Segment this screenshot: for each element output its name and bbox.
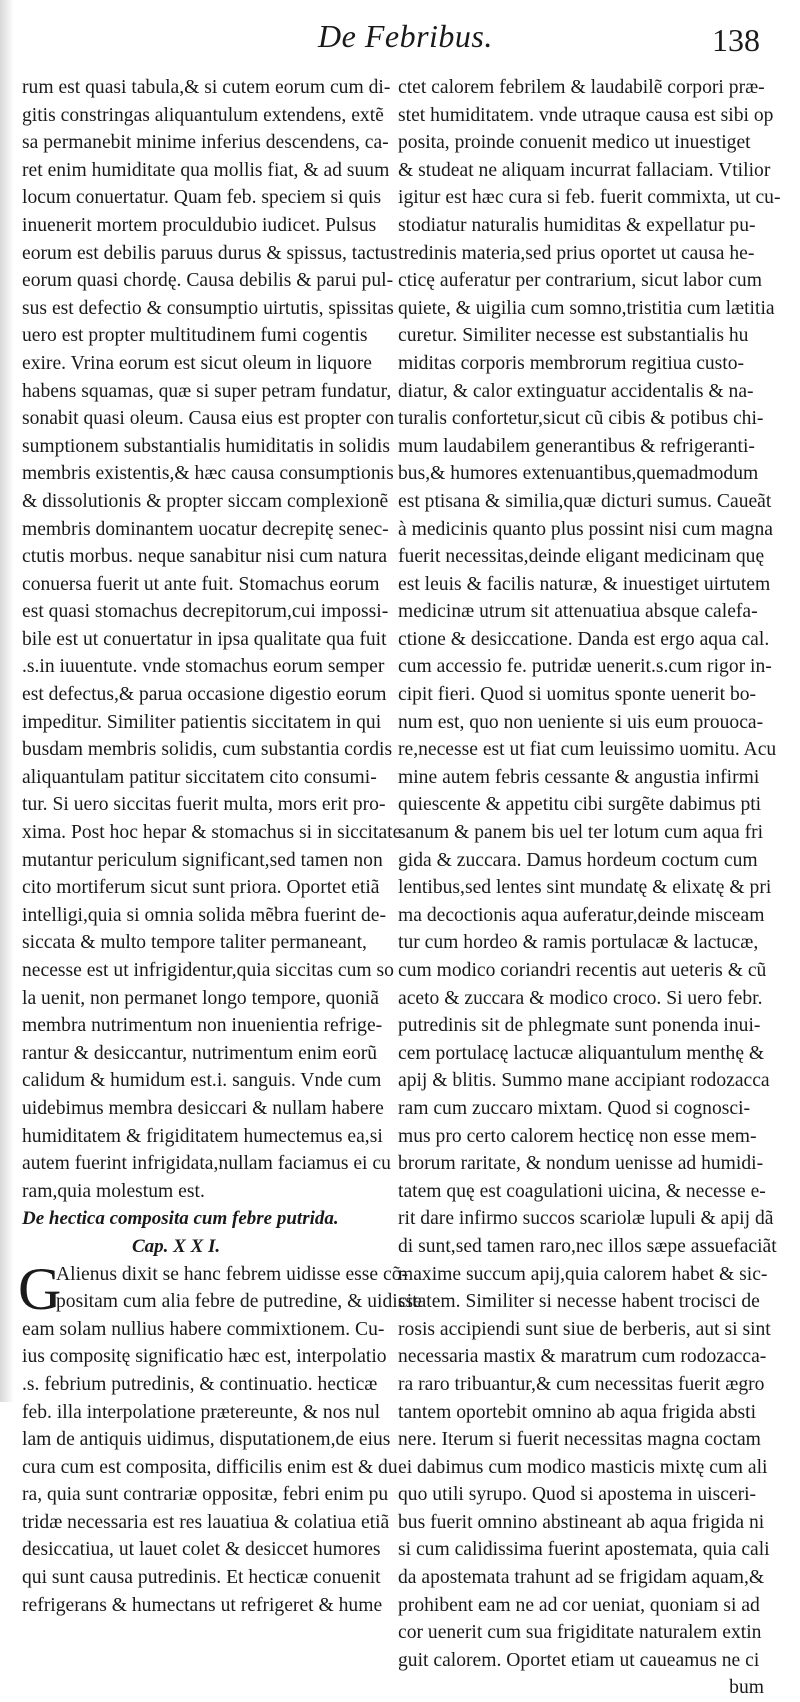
text-line: sa permanebit minime inferius descendens, ca- [22,132,389,154]
text-line: curetur. Similiter necesse est substantialis hu [398,325,749,347]
text-line: igitur est hæc cura si feb. fuerit commixta, ut cu- [398,187,781,209]
gutter-shadow [0,0,14,1402]
running-title: De Febribus. [318,18,493,54]
text-line: nere. Iterum si fuerit necessitas magna coctam [398,1429,761,1451]
text-line: humiditatem & frigiditatem humectemus ea,si [22,1125,383,1147]
text-line: posita, proinde conuenit medico ut inuestiget [398,132,751,154]
left-text-block-2 [22,1316,398,1620]
text-line: rit dare infirmo succos scariolæ lupuli & apij dã [398,1208,774,1230]
text-line: busdam membris solidis, cum substantia cordis [22,739,393,761]
text-line: membris existentis,& hæc causa consumptionis [22,463,394,485]
text-line: conuersa fuerit ut ante fuit. Stomachus eorum [22,573,380,595]
text-line: bus fuerit omnino abstineant ab aqua frigida ni [398,1511,765,1533]
text-line: xima. Post hoc hepar & stomachus si in siccitate [22,822,402,844]
text-line: stet humiditatem. vnde utraque causa est sibi op [398,104,774,126]
text-line: putredinis sit de phlegmate sunt ponenda inui- [398,1015,761,1037]
text-line: miditas corporis membrorum regitiua custo- [398,352,745,374]
text-line: aliquantulam patitur siccitatem cito consumi- [22,766,377,788]
text-line: ma decoctionis aqua auferatur,deinde misceam [398,904,765,926]
text-line: fuerit necessitas,deinde eligant medicinam quę [398,546,765,568]
text-line: re,necesse est ut fiat cum leuissimo uomitu. Acu [398,739,777,761]
text-line: eorum est debilis paruus durus & spissus, tactus [22,242,398,264]
text-line: num est, quo non ueniente si uis eum prouoca- [398,711,764,733]
text-line: calidum & humidum est.i. sanguis. Vnde cum [22,1070,382,1092]
text-line: ram cum zuccaro mixtam. Quod si cognosci- [398,1097,751,1119]
text-line: tatem quę est coagulationi uicina, & necesse e- [398,1180,766,1202]
left-column [18,74,422,1619]
chapter-opening [18,1255,422,1322]
text-line: cum accessio fe. putridæ uenerit.s.cum rigor in- [398,656,772,678]
text-line: & dissolutionis & propter siccam complexionẽ [22,490,389,512]
text-line: rantur & desiccantur, nutrimentum enim eorũ [22,1042,378,1064]
text-line: di sunt,sed tamen raro,nec illos sæpe assuefaciãt [398,1235,777,1257]
text-line: cor uenerit cum sua frigiditate naturalem extin [398,1622,762,1644]
text-line: cura cum est composita, difficilis enim est & du [22,1456,398,1478]
text-line: apij & blitis. Summo mane accipiant rodozacca [398,1070,770,1092]
text-line: impeditur. Similiter patientis siccitatem in qui [22,711,382,733]
text-line: bus,& humores extenuantibus,quemadmodum [398,463,759,485]
text-line: feb. illa interpolatione prætereunte, & nos nul [22,1401,381,1423]
text-line: maxime succum apij,quia calorem habet & sic- [398,1263,768,1285]
left-text-block [22,74,402,1205]
text-line: lentibus,sed lentes sint mundatę & elixatę & pri [398,877,772,899]
text-line: lam de antiquis uidimus, disputationem,de eius [22,1429,391,1451]
text-line: Alienus dixit se hanc febrem uidisse esse cõ- [56,1263,409,1285]
right-column [398,74,781,1702]
text-line: turalis confortetur,sicut cũ cibis & potibus chi- [398,408,764,430]
text-line: sonabit quasi oleum. Causa eius est propter con [22,408,395,430]
text-line: ctet calorem febrilem & laudabilẽ corpori præ- [398,77,765,98]
text-line: mum laudabilem generantibus & refrigeranti- [398,435,755,457]
text-line: ret enim humiditate qua mollis fiat, & ad suum [22,159,390,181]
text-line: uero est propter multitudinem fumi cogentis [22,325,368,347]
text-line: tantem oportebit omnino ab aqua frigida absti [398,1401,757,1423]
text-line: mus pro certo calorem hecticę non esse mem- [398,1125,757,1147]
right-text-block [398,74,781,1674]
text-line: cum modico coriandri recentis aut ueteris & cũ [398,960,767,981]
text-line: ra, quia sunt contrariæ oppositæ, febri enim pu [22,1484,389,1506]
text-line: positam cum alia febre de putredine, & uidisse [56,1291,422,1313]
text-line: bile est ut conuertatur in ipsa qualitate qua fuit [22,628,387,650]
text-line: siccata & multo tempore taliter permaneant, [22,932,367,954]
text-line: qui sunt causa putredinis. Et hecticæ conuenit [22,1567,381,1589]
text-line: .s. febrium putredinis, & continuatio. hecticæ [22,1373,378,1395]
text-line: .s.in iuuentute. vnde stomachus eorum semper [22,656,385,678]
text-line: aceto & zuccara & modico croco. Si uero febr. [398,987,763,1009]
text-line: da apostemata trahunt ad se frigidam aquam,& [398,1567,765,1589]
text-line: sus est defectio & consumptio uirtutis, spissitas [22,297,394,319]
text-line: & studeat ne aliquam incurrat fallaciam. Vtilior [398,159,771,181]
drop-cap: G [18,1255,62,1322]
text-line: est leuis & facilis naturæ, & inuestiget uirtutem [398,573,771,595]
text-line: quiescente & appetitu cibi surgẽte dabimus pti [398,794,762,816]
text-line: à medicinis quanto plus possint nisi cum magna [398,518,773,540]
text-line: habens squamas, quæ si super petram fundatur, [22,380,392,402]
drop-cap-lines [22,1261,422,1316]
catchword: bum [729,1677,764,1699]
text-line: ctutis morbus. neque sanabitur nisi cum natura [22,546,388,568]
text-line: mutantur periculum significant,sed tamen non [22,849,383,871]
text-line: prohibent eam ne ad cor ueniat, quoniam si ad [398,1594,760,1616]
text-line: ram,quia molestum est. [22,1180,205,1202]
text-line: locum conuertatur. Quam feb. speciem si quis [22,187,382,209]
text-line: inuenerit mortem proculdubio iudicet. Pulsus [22,214,377,236]
page-number: 138 [712,22,760,58]
text-line: rum est quasi tabula,& si cutem eorum cum di- [22,77,391,98]
text-line: membra nutrimentum non inuenientia refrige- [22,1015,383,1037]
section-heading: De hectica composita cum febre putrida. [22,1208,339,1230]
text-line: la uenit, non permanet longo tempore, quoniã [22,987,379,1009]
text-line: est ptisana & similia,quæ dicturi sumus. Caueãt [398,490,772,512]
text-line: desiccatiua, ut lauet colet & desiccet humores [22,1539,381,1561]
text-line: brorum raritate, & nondum uenisse ad humidi- [398,1153,764,1175]
text-line: cipit fieri. Quod si uomitus sponte uenerit bo- [398,684,757,706]
text-line: necesse est ut infrigidentur,quia siccitas cum so [22,960,394,981]
text-line: est quasi stomachus decrepitorum,cui impossi- [22,601,389,623]
text-line: ra raro tribuantur,& cum necessitas fuerit ægro [398,1373,765,1395]
chapter-label: Cap. X X I. [132,1235,221,1257]
text-line: guit calorem. Oportet etiam ut caueamus ne ci [398,1649,760,1671]
text-line: sanum & panem bis uel ter lotum cum aqua fri [398,822,764,844]
text-line: sumptionem substantialis humiditatis in solidis [22,435,390,457]
text-line: mine autem febris cessante & angustia infirmi [398,766,760,788]
text-line: diatur, & calor extinguatur accidentalis & na- [398,380,754,402]
text-line: refrigerans & humectans ut refrigeret & hume [22,1594,383,1616]
text-line: intelligi,quia si omnia solida mẽbra fuerint de- [22,904,387,926]
text-line: cticę auferatur per contrarium, sicut labor cum [398,270,762,292]
text-line: quiete, & uigilia cum somno,tristitia cum lætitia [398,297,775,319]
text-line: gida & zuccara. Damus hordeum coctum cum [398,849,758,871]
text-line: eam solam nullius habere commixtionem. Cu- [22,1318,385,1340]
text-line: rosis accipiendi sunt siue de berberis, aut si sint [398,1318,771,1340]
text-line: stodiatur naturalis humiditas & expellatur pu- [398,214,756,236]
text-line: medicinæ utrum sit attenuatiua absque calefa- [398,601,758,623]
text-line: tridæ necessaria est res lauatiua & colatiua etiã [22,1511,390,1533]
text-line: ei dabimus cum modico masticis mixtę cum ali [398,1456,768,1478]
text-line: si cum calidissima fuerint apostemata, quia cali [398,1539,770,1561]
text-line: cito mortiferum sicut sunt priora. Oportet etiã [22,877,380,899]
text-line: membris dominantem uocatur decrepitę senec- [22,518,389,540]
text-line: citatem. Similiter si necesse habent trocisci de [398,1291,760,1313]
text-line: exire. Vrina eorum est sicut oleum in liquore [22,352,372,374]
text-line: uidebimus membra desiccari & nullam habere [22,1097,384,1119]
text-line: necessaria mastix & maratrum cum rodozacca- [398,1346,767,1368]
text-line: autem fuerint infrigidata,nullam faciamus ei cu [22,1153,391,1175]
text-line: gitis constringas aliquantulum extendens, extẽ [22,104,384,126]
text-line: ius compositę significatio hæc est, interpolatio [22,1346,387,1368]
text-line: tur cum hordeo & ramis portulacæ & lactucæ, [398,932,759,954]
text-line: est defectus,& parua occasione digestio eorum [22,684,387,706]
text-line: ctione & desiccatione. Danda est ergo aqua cal. [398,628,770,650]
text-line: quo utili syrupo. Quod si apostema in uisceri- [398,1484,757,1506]
text-line: eorum quasi chordę. Causa debilis & parui pul- [22,270,394,292]
text-line: cem portulacę lactucæ aliquantulum menthę & [398,1042,765,1064]
text-line: tredinis materia,sed prius oportet ut causa he- [398,242,755,264]
text-line: tur. Si uero siccitas fuerit multa, mors erit pro- [22,794,386,816]
